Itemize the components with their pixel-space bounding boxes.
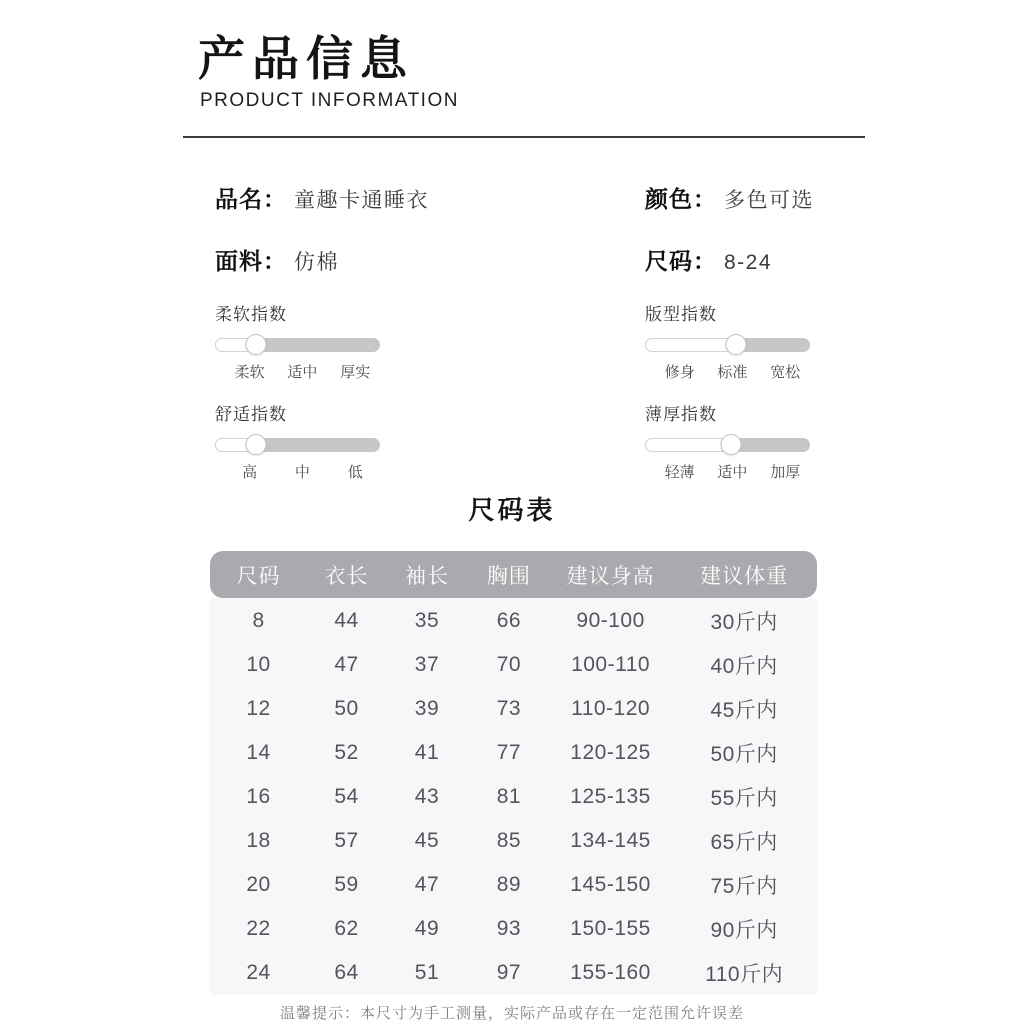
table-cell: 44 — [334, 609, 359, 632]
detail-value: 8-24 — [724, 251, 773, 274]
table-cell: 54 — [334, 785, 359, 808]
slider-track — [645, 338, 810, 352]
slider-scale-label: 适中 — [717, 464, 748, 481]
table-cell: 40斤内 — [710, 655, 778, 678]
column-header: 建议体重 — [700, 564, 789, 588]
slider-title: 版型指数 — [645, 305, 717, 324]
table-cell: 18 — [246, 829, 271, 852]
detail-size-range — [645, 243, 772, 276]
table-cell: 110斤内 — [705, 963, 784, 986]
table-row — [210, 775, 817, 819]
slider-fill — [645, 338, 736, 352]
detail-label: 面料： — [215, 248, 287, 274]
table-cell: 85 — [496, 829, 522, 852]
table-cell: 59 — [334, 873, 359, 896]
detail-color — [645, 181, 814, 214]
table-cell: 90斤内 — [710, 919, 778, 942]
column-header: 建议身高 — [566, 564, 655, 588]
table-cell: 73 — [496, 697, 522, 720]
table-cell: 65斤内 — [710, 831, 778, 854]
table-row — [210, 687, 817, 731]
size-table — [210, 551, 817, 995]
table-cell: 120-125 — [570, 741, 651, 764]
table-cell: 50 — [334, 697, 359, 720]
page-subtitle: PRODUCT INFORMATION — [200, 90, 459, 111]
size-table-title: 尺码表 — [468, 495, 556, 525]
table-cell: 45 — [414, 829, 440, 852]
table-row — [210, 819, 817, 863]
table-cell: 66 — [496, 609, 522, 632]
table-cell: 49 — [414, 917, 440, 940]
slider-knob — [720, 434, 741, 455]
table-cell: 39 — [414, 697, 440, 720]
measurement-disclaimer: 温馨提示：本尺寸为手工测量，实际产品或存在一定范围允许误差 — [279, 1005, 744, 1022]
table-cell: 8 — [252, 609, 265, 632]
column-header: 袖长 — [404, 564, 449, 588]
slider-scale-label: 轻薄 — [664, 464, 695, 481]
slider-scale-label: 柔软 — [234, 364, 265, 381]
slider-scale-label: 中 — [294, 464, 310, 481]
table-row — [210, 863, 817, 907]
table-cell: 100-110 — [571, 653, 651, 676]
column-header: 胸围 — [486, 564, 531, 588]
table-cell: 50斤内 — [710, 743, 778, 766]
table-row — [210, 951, 817, 995]
table-cell: 30斤内 — [710, 611, 778, 634]
table-cell: 93 — [496, 917, 522, 940]
table-cell: 134-145 — [570, 829, 651, 852]
slider-title: 舒适指数 — [215, 405, 287, 424]
detail-label: 品名： — [215, 186, 287, 212]
table-cell: 20 — [246, 873, 271, 896]
slider-fit — [645, 300, 810, 381]
slider-scale-label: 适中 — [287, 364, 318, 381]
detail-value: 仿棉 — [294, 251, 339, 274]
table-cell: 41 — [414, 741, 440, 764]
table-cell: 70 — [496, 653, 522, 676]
table-cell: 37 — [414, 653, 440, 676]
slider-softness — [215, 300, 380, 381]
table-cell: 155-160 — [570, 961, 651, 984]
slider-track — [645, 438, 810, 452]
table-cell: 62 — [334, 917, 359, 940]
slider-track — [215, 338, 380, 352]
column-header: 衣长 — [324, 564, 369, 588]
table-cell: 12 — [246, 697, 271, 720]
detail-product-name — [215, 181, 429, 214]
table-row — [210, 907, 817, 951]
table-cell: 16 — [246, 785, 271, 808]
slider-scale-label: 标准 — [717, 364, 748, 381]
table-cell: 97 — [496, 961, 522, 984]
table-cell: 55斤内 — [710, 787, 778, 810]
table-cell: 51 — [414, 961, 440, 984]
slider-comfort — [215, 400, 380, 481]
table-cell: 77 — [496, 741, 522, 764]
table-cell: 75斤内 — [710, 875, 778, 898]
slider-fill — [645, 438, 731, 452]
size-table-body — [210, 598, 817, 995]
column-header: 尺码 — [236, 564, 281, 588]
table-cell: 57 — [334, 829, 359, 852]
table-cell: 125-135 — [570, 785, 651, 808]
table-cell: 81 — [496, 785, 522, 808]
slider-scale-label: 低 — [347, 464, 363, 481]
table-cell: 150-155 — [570, 917, 651, 940]
table-cell: 24 — [246, 961, 271, 984]
detail-label: 颜色： — [645, 186, 717, 212]
slider-title: 柔软指数 — [215, 305, 287, 324]
table-cell: 64 — [334, 961, 359, 984]
detail-value: 多色可选 — [724, 189, 814, 212]
table-cell: 10 — [246, 653, 271, 676]
table-cell: 45斤内 — [710, 699, 778, 722]
slider-knob — [725, 334, 746, 355]
table-cell: 110-120 — [571, 697, 651, 720]
divider — [183, 136, 865, 138]
size-table-header-row — [210, 551, 817, 598]
table-row — [210, 643, 817, 687]
table-cell: 35 — [414, 609, 440, 632]
table-cell: 52 — [334, 741, 359, 764]
slider-scale-label: 加厚 — [770, 464, 801, 481]
detail-fabric — [215, 243, 339, 276]
slider-track — [215, 438, 380, 452]
table-row — [210, 731, 817, 775]
slider-knob — [246, 334, 267, 355]
table-cell: 22 — [246, 917, 271, 940]
table-cell: 43 — [414, 785, 440, 808]
slider-scale-label: 宽松 — [770, 364, 801, 381]
table-cell: 14 — [246, 741, 271, 764]
table-cell: 145-150 — [570, 873, 651, 896]
slider-title: 薄厚指数 — [645, 405, 717, 424]
slider-scale-label: 高 — [242, 464, 258, 481]
slider-knob — [246, 434, 267, 455]
table-cell: 90-100 — [576, 609, 645, 632]
table-cell: 47 — [414, 873, 440, 896]
table-cell: 47 — [334, 653, 359, 676]
table-row — [210, 599, 817, 643]
detail-value: 童趣卡通睡衣 — [294, 189, 429, 212]
detail-label: 尺码： — [645, 248, 717, 274]
slider-scale-label: 修身 — [664, 364, 695, 381]
slider-scale-label: 厚实 — [340, 364, 371, 381]
slider-thickness — [645, 400, 810, 481]
page-title: 产品信息 — [198, 32, 414, 85]
table-cell: 89 — [496, 873, 522, 896]
